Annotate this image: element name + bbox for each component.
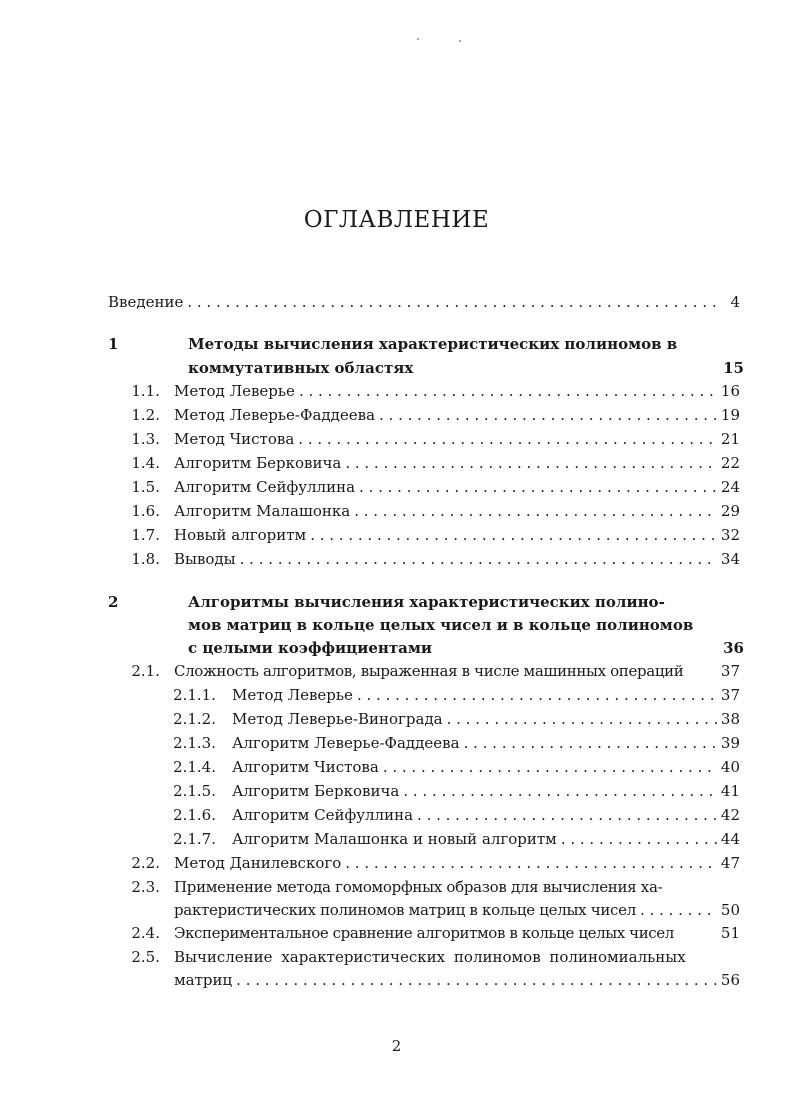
toc-entry-page: 39 bbox=[720, 734, 740, 752]
toc-entry-page: 4 bbox=[730, 293, 740, 311]
chapter-page: 15 bbox=[723, 359, 744, 377]
toc-entry-page: 21 bbox=[720, 430, 740, 448]
dot-leader bbox=[447, 709, 717, 729]
dot-leader bbox=[354, 501, 717, 521]
page-title: ОГЛАВЛЕНИЕ bbox=[303, 207, 490, 233]
toc-entry-page: 37 bbox=[720, 686, 740, 704]
dot-leader bbox=[379, 405, 717, 425]
toc-entry-2-1-4[interactable] bbox=[232, 757, 740, 777]
toc-entry-page: 44 bbox=[720, 830, 740, 848]
toc-entry-2-4[interactable]: Экспериментальное сравнение алгоритмов в кольце целых чисел bbox=[174, 924, 674, 942]
toc-entry-2-1-1[interactable] bbox=[232, 685, 740, 705]
chapter-title-line[interactable]: коммутативных областях bbox=[188, 359, 414, 377]
toc-entry-label: Алгоритм Сейфуллина bbox=[232, 806, 414, 824]
subsection-number: 2.1.5. bbox=[173, 782, 216, 800]
subsection-number: 2.1.3. bbox=[173, 734, 216, 752]
toc-entry-label: Алгоритм Сейфуллина bbox=[174, 478, 356, 496]
dot-leader bbox=[299, 381, 717, 401]
toc-entry-label: Новый алгоритм bbox=[174, 526, 307, 544]
toc-entry-label: Метод Леверье bbox=[232, 686, 353, 704]
toc-entry-1-6[interactable] bbox=[174, 501, 740, 521]
dot-leader bbox=[187, 292, 718, 312]
section-number: 1.3. bbox=[131, 430, 160, 448]
chapter-number: 1 bbox=[108, 335, 119, 353]
toc-entry-2-2[interactable] bbox=[174, 853, 740, 873]
toc-entry-label: Выводы bbox=[174, 550, 236, 568]
toc-entry-page: 42 bbox=[720, 806, 740, 824]
subsection-number: 2.1.1. bbox=[173, 686, 216, 704]
section-number: 2.1. bbox=[131, 662, 160, 680]
toc-entry-page: 16 bbox=[720, 382, 740, 400]
section-number: 2.5. bbox=[131, 948, 160, 966]
subsection-number: 2.1.2. bbox=[173, 710, 216, 728]
toc-entry-label: Алгоритм Чистова bbox=[232, 758, 379, 776]
page-number: 2 bbox=[391, 1037, 402, 1055]
dot-leader bbox=[345, 453, 717, 473]
toc-entry-page: 29 bbox=[720, 502, 740, 520]
dot-leader bbox=[236, 970, 717, 990]
dot-leader bbox=[383, 757, 717, 777]
toc-entry-label: Алгоритм Берковича bbox=[174, 454, 342, 472]
toc-entry-1-5[interactable] bbox=[174, 477, 740, 497]
toc-entry-2-1[interactable]: Сложность алгоритмов, выраженная в числе машинных операций bbox=[174, 662, 684, 680]
toc-entry-1-1[interactable] bbox=[174, 381, 740, 401]
dot-leader bbox=[310, 525, 717, 545]
toc-entry-label: Метод Чистова bbox=[174, 430, 295, 448]
subsection-number: 2.1.4. bbox=[173, 758, 216, 776]
chapter-title-line[interactable]: Методы вычисления характеристических полиномов в bbox=[188, 335, 678, 353]
toc-entry-label: Алгоритм Малашонка bbox=[174, 502, 351, 520]
toc-entry-page: 51 bbox=[720, 924, 740, 942]
toc-entry-label: Метод Леверье bbox=[174, 382, 295, 400]
chapter-title-line[interactable]: Алгоритмы вычисления характеристических полино- bbox=[188, 593, 665, 611]
toc-entry-label: Алгоритм Малашонка и новый алгоритм bbox=[232, 830, 557, 848]
toc-entry-page: 50 bbox=[720, 901, 740, 919]
toc-entry-2-1-6[interactable] bbox=[232, 805, 740, 825]
scan-specks bbox=[0, 0, 793, 60]
toc-entry-label: Введение bbox=[108, 293, 184, 311]
toc-entry-1-2[interactable] bbox=[174, 405, 740, 425]
toc-entry-2-3[interactable] bbox=[174, 900, 740, 920]
section-number: 1.2. bbox=[131, 406, 160, 424]
toc-entry-2-1-5[interactable] bbox=[232, 781, 740, 801]
toc-entry-page: 47 bbox=[720, 854, 740, 872]
toc-entry-2-3-line1[interactable]: Применение метода гомоморфных образов для вычисления ха- bbox=[174, 878, 663, 896]
dot-leader bbox=[298, 429, 717, 449]
chapter-page: 36 bbox=[723, 639, 744, 657]
toc-entry-intro[interactable] bbox=[108, 292, 740, 312]
toc-entry-label: Метод Леверье-Фаддеева bbox=[174, 406, 376, 424]
section-number: 1.1. bbox=[131, 382, 160, 400]
dot-leader bbox=[561, 829, 717, 849]
toc-entry-page: 37 bbox=[720, 662, 740, 680]
toc-entry-page: 32 bbox=[720, 526, 740, 544]
toc-entry-1-4[interactable] bbox=[174, 453, 740, 473]
toc-entry-label: Алгоритм Леверье-Фаддеева bbox=[232, 734, 460, 752]
toc-entry-label: Метод Данилевского bbox=[174, 854, 342, 872]
section-number: 2.4. bbox=[131, 924, 160, 942]
section-number: 1.6. bbox=[131, 502, 160, 520]
toc-entry-page: 19 bbox=[720, 406, 740, 424]
toc-entry-page: 24 bbox=[720, 478, 740, 496]
toc-entry-1-8[interactable] bbox=[174, 549, 740, 569]
toc-entry-2-5[interactable] bbox=[174, 970, 740, 990]
toc-entry-page: 41 bbox=[720, 782, 740, 800]
dot-leader bbox=[403, 781, 717, 801]
section-number: 1.8. bbox=[131, 550, 160, 568]
chapter-title-line[interactable]: с целыми коэффициентами bbox=[188, 639, 433, 657]
dot-leader bbox=[357, 685, 717, 705]
dot-leader bbox=[240, 549, 717, 569]
toc-entry-1-7[interactable] bbox=[174, 525, 740, 545]
toc-entry-1-3[interactable] bbox=[174, 429, 740, 449]
toc-entry-label: Метод Леверье-Винограда bbox=[232, 710, 443, 728]
toc-entry-label: Алгоритм Берковича bbox=[232, 782, 400, 800]
dot-leader bbox=[345, 853, 717, 873]
section-number: 2.2. bbox=[131, 854, 160, 872]
toc-entry-2-1-3[interactable] bbox=[232, 733, 740, 753]
subsection-number: 2.1.6. bbox=[173, 806, 216, 824]
toc-entry-2-1-7[interactable] bbox=[232, 829, 740, 849]
toc-entry-page: 22 bbox=[720, 454, 740, 472]
section-number: 1.7. bbox=[131, 526, 160, 544]
toc-entry-2-5-line1[interactable]: Вычисление характеристических полиномов полиномиальных bbox=[174, 948, 686, 966]
toc-entry-label: рактеристических полиномов матриц в кольце целых чисел bbox=[174, 901, 636, 919]
toc-entry-label: матриц bbox=[174, 971, 233, 989]
section-number: 2.3. bbox=[131, 878, 160, 896]
dot-leader bbox=[464, 733, 717, 753]
dot-leader bbox=[359, 477, 717, 497]
chapter-title-line[interactable]: мов матриц в кольце целых чисел и в кольце полиномов bbox=[188, 616, 694, 634]
toc-entry-page: 40 bbox=[720, 758, 740, 776]
toc-entry-page: 38 bbox=[720, 710, 740, 728]
toc-entry-page: 56 bbox=[720, 971, 740, 989]
toc-entry-2-1-2[interactable] bbox=[232, 709, 740, 729]
subsection-number: 2.1.7. bbox=[173, 830, 216, 848]
section-number: 1.5. bbox=[131, 478, 160, 496]
section-number: 1.4. bbox=[131, 454, 160, 472]
chapter-number: 2 bbox=[108, 593, 119, 611]
dot-leader bbox=[417, 805, 717, 825]
toc-entry-page: 34 bbox=[720, 550, 740, 568]
dot-leader bbox=[640, 900, 717, 920]
